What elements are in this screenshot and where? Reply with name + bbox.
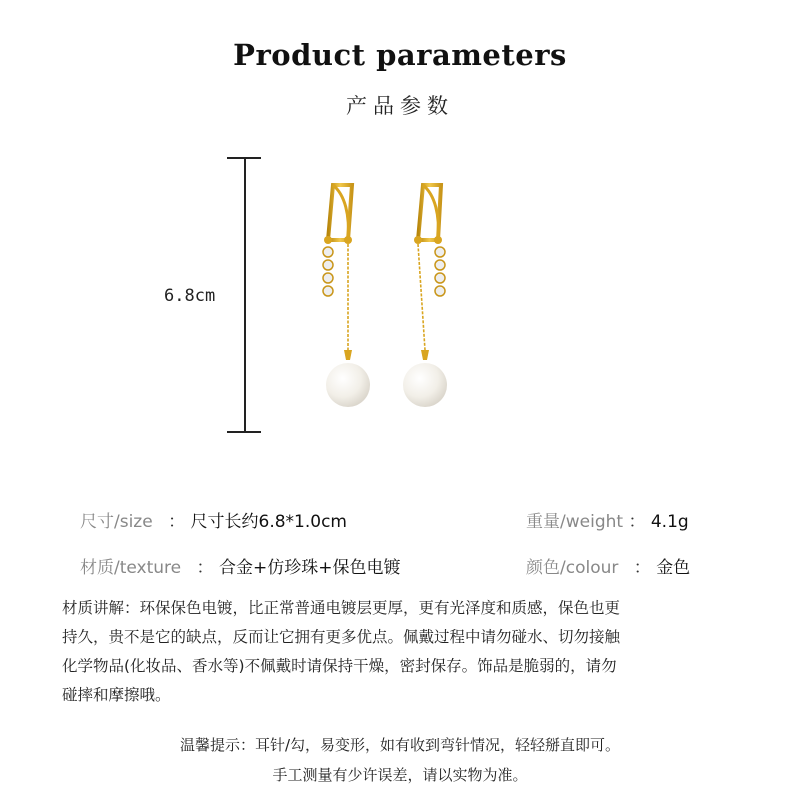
spec-weight-value: 4.1g	[650, 512, 689, 532]
material-description	[62, 594, 752, 710]
right-earring	[403, 185, 447, 407]
dimension-bottom-cap	[227, 431, 261, 433]
spec-weight	[526, 507, 689, 532]
spec-size-value: 尺寸长约6.8*1.0cm	[190, 512, 347, 532]
spec-texture-label: 材质/texture	[80, 558, 182, 578]
spec-texture	[80, 553, 400, 578]
page-subtitle: 产品参数	[346, 94, 454, 118]
spec-texture-sep: ：	[196, 558, 214, 578]
left-earring	[323, 185, 370, 407]
spec-size	[80, 507, 347, 532]
measurement-note: 手工测量有少许误差，请以实物为准。	[272, 766, 528, 784]
spec-size-label: 尺寸/size	[80, 512, 153, 532]
spec-weight-sep: ：	[628, 512, 646, 532]
spec-colour	[526, 553, 690, 578]
spec-colour-sep: ：	[633, 558, 651, 578]
description-line: 化学物品(化妆品、香水等)不佩戴时请保持干燥，密封保存。饰品是脆弱的，请勿	[62, 657, 617, 675]
warm-tip: 温馨提示：耳针/勾，易变形，如有收到弯针情况，轻轻掰直即可。	[179, 736, 621, 754]
dimension-line	[244, 157, 246, 432]
description-line: 材质讲解：环保保色电镀，比正常普通电镀层更厚，更有光泽度和质感，保色也更	[62, 599, 621, 617]
description-line: 持久，贵不是它的缺点，反而让它拥有更多优点。佩戴过程中请勿碰水、切勿接触	[62, 628, 621, 646]
spec-size-sep: ：	[168, 512, 186, 532]
dimension-label: 6.8cm	[164, 286, 216, 306]
spec-colour-value: 金色	[656, 558, 691, 578]
page-title: Product parameters	[233, 38, 567, 72]
earrings-image	[300, 170, 500, 440]
description-line: 碰摔和摩擦哦。	[62, 686, 171, 704]
spec-colour-label: 颜色/colour	[526, 558, 619, 578]
spec-weight-label: 重量/weight	[526, 512, 624, 532]
spec-texture-value: 合金+仿珍珠+保色电镀	[218, 558, 401, 578]
